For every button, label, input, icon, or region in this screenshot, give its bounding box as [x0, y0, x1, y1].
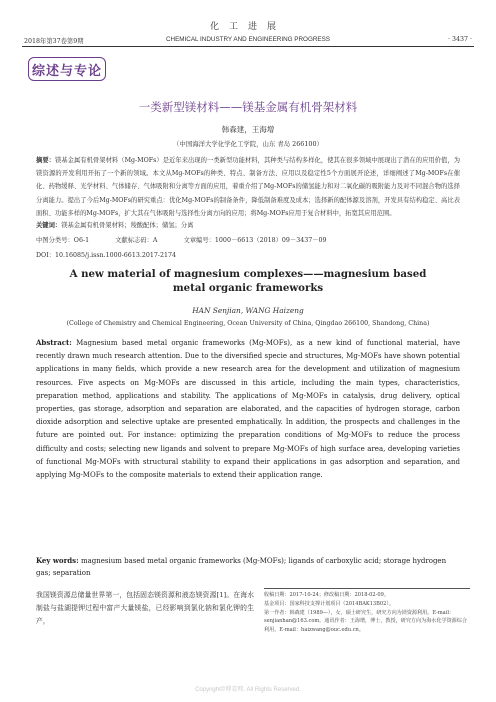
abstract-en-label: Abstract:: [36, 338, 72, 347]
authors-cn: 韩森建，王海增: [221, 125, 275, 134]
abstract-cn-text: 镁基金属有机骨架材料（Mg-MOFs）是近年来出现的一类新型功能材料，其种类与结构多样化，使其在很多领域中展现出了潜在的应用价值，为镁资源的开发利用开拓了一个新的领域。本文从Mg-MOFs的种类、特点、制备方法、应用以及稳定性5个方面展开论述，详细阐述了Mg-MOFs在催化、药物缓释、光学材料、气体储存、气体吸附和分离等方面的应用，着重介绍了Mg-MOFs的储氢能力和对二氧化碳的吸附能力及对不同混合物的选择分离能力。提出了今后Mg-MOFs的研究重点：优化Mg-MOFs的制备条件，降低制备难度及成本；选择新的配体源及溶剂，开发具有结构稳定、高比表面积、功能多样的Mg-MOFs，扩大其在气体吸附与选择性分离方向的应用；将Mg-MOFs应用于复合材料中，拓宽其应用范围。: [36, 157, 460, 217]
keywords-cn-text: 镁基金属有机骨架材料；羧酸配体；储氢；分离: [61, 222, 194, 229]
keywords-en-text: magnesium based metal organic frameworks (Mg-MOFs); ligands of carboxylic acid; storage hydrogen gas; separation: [36, 557, 447, 578]
article-number: 文章编号：1000－6613（2018）09－3437－09: [183, 237, 327, 244]
document-code: 文献标志码：A: [115, 237, 158, 244]
keywords-cn-label: 关键词：: [36, 222, 62, 229]
abstract-en: [36, 336, 460, 482]
affiliation-cn: （中国海洋大学化学化工学院，山东 青岛 266100）: [173, 140, 323, 148]
fund-info: 基金项目：国家科技支撑计划项目（2014BAK13B02）。: [264, 600, 395, 607]
article-title-cn: 一类新型镁材料——镁基金属有机骨架材料: [138, 100, 358, 114]
abstract-cn: [36, 154, 460, 220]
classification-meta: [36, 235, 460, 244]
article-title-en: A new material of magnesium complexes——magnesium based metal organic frameworks: [69, 268, 427, 294]
copyright-watermark: Copyright©博看网. All Rights Reserved.: [195, 687, 301, 693]
affiliation-en: (College of Chemistry and Chemical Engineering, Ocean University of China, Qingdao 266100, Shandong, China): [66, 320, 430, 327]
abstract-en-text: Magnesium based metal organic frameworks (Mg-MOFs), as a new kind of functional material, have recently drawn much research attention. Due to the diversified specie and structures, Mg-MOFs have shown potential applications in many fields, which provide a new research area for the development and utilization of magnesium resources. Five aspects on Mg-MOFs are discussed in this article, including the main types, characteristics, preparation method, applications and stability. The applications of Mg-MOFs in catalysis, drug delivery, optical properties, gas storage, adsorption and separation are elaborated, and the capacities of hydrogen storage, carbon dioxide adsorption and selective uptake are presented emphatically. In addition, the prospects and challenges in the future are pointed out. For instance: optimizing the preparation conditions of Mg-MOFs to reduce the process difficulty and costs; selecting new ligands and solvent to prepare Mg-MOFs of high surface area, developing varieties of functional Mg-MOFs with structural stability to expand their applications in gas adsorption and separation, and applying Mg-MOFs to the composite materials to extend their application range.: [36, 339, 460, 480]
body-paragraph: 我国镁资源总储量世界第一，包括固态镁资源和液态镁资源[1]。在海水制盐与盐湖提钾过程中富产大量镁盐，已经影响到氯化钠和氯化钾的生产，: [36, 591, 254, 626]
clc-number: 中图分类号：O6-1: [36, 237, 90, 244]
journal-title-en: CHEMICAL INDUSTRY AND ENGINEERING PROGRESS: [166, 36, 330, 43]
authors-en: HAN Senjian, WANG Haizeng: [192, 306, 304, 315]
page-number: · 3437 ·: [447, 36, 472, 43]
header-rule: [22, 46, 474, 47]
journal-title-cn: 化工进展: [209, 22, 286, 32]
doi[interactable]: DOI：10.16085/j.issn.1000-6613.2017-2174: [36, 252, 177, 259]
keywords-en-label: Key words:: [36, 556, 79, 565]
section-badge: 综述与专论: [28, 57, 106, 81]
keywords-cn: [36, 220, 460, 229]
author-info: 第一作者：韩森建（1989—），女，硕士研究生，研究方向为镁资源利用。E-mail：senjianhan@163.com。通讯作者：王海增，博士，教授，研究方向为海水化学资源综合利用。E-mail：haizwang@ouc.edu.cn。: [264, 609, 467, 634]
footnote: [264, 588, 470, 635]
abstract-cn-label: 摘要：: [36, 157, 55, 164]
received-date: 收稿日期：2017-10-24；修改稿日期：2018-02-09。: [264, 592, 389, 598]
issue-info: 2018年第37卷第9期: [24, 38, 84, 45]
keywords-en: [36, 555, 460, 580]
